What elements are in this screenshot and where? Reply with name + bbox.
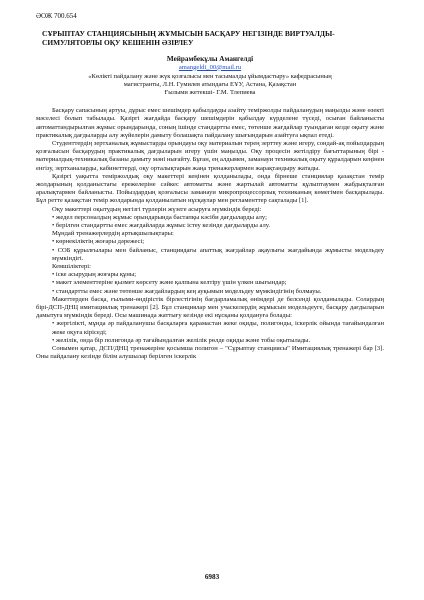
author-email-link[interactable]: amangeldi_00@mail.ru [178,63,242,71]
udc-code: ӘОЖ 700.654 [36,12,77,20]
paragraph: Қазіргі уақытта теміржолдық оқу макеттері кеңінен қолданылады, онда бірнеше станциялар қазақстан темір жолдарының қолданыстағы ережелеріне сәйкес автоматты және жартылай автоматты құлыптаумен жабдықталған аралықтармен байланысты. Пойыздардың қозғалысы заманауи микропроцессорлық техниканың көмегімен басқарылады. Бұл ретте қазақстан темір жолдарында қолданылатын нұсқаулар мен регламенттер сақталады [1]. [36,172,384,205]
bullet-item: • берілген стандартты емес жағдайларда жұмыс істеу кезінде дағдыларды алу. [52,221,271,229]
paragraph: Оқу макеттері оқытудың негізгі түрлерін жүзеге асыруға мүмкіндік береді: [52,205,262,213]
bullet-item: • көрнекіліктің жоғары дәрежесі; [52,238,145,246]
affiliation-line: магистранты, Л.Н. Гумилев атындағы ЕҰУ, Астана, Қазақстан [123,80,297,88]
paragraph: Мұндай тренажерлердің артықшылықтары: [52,230,174,238]
paragraph: Сонымен қатар, ДСП/ДНЦ тренажеріне қосымша полигон – "Сұрыптау станциясы" Имитациялық тренажері бар [3]. Оны пайдалану кезінде білім алушылар берілген іскерлік [36,345,384,361]
supervisor-line: Ғылыми жетекші- Г.М. Тлепиева [164,88,256,96]
bullet-item: • жедел персоналдың жұмыс орындарында бастапқы кәсіби дағдыларды алу; [52,213,267,221]
bullet-item: • жергілікті, мұнда әр пайдаланушы басқаларға қарамастан жеке оқиды, полигонды, іскерлік ойында тағайындалған жеке оқуға кіріседі; [52,320,384,336]
paragraph: Студенттердің зертханалық жұмыстарды орындауы оқу материалын терең зерттеу және игеру, сондай-ақ пойыздардың қозғалысын басқарудың практикалық дағдыларын игеру үшін маңызды. Оқу процесін жетілдіру бағыттарының бірі - материалдық-техникалық базаны дамыту мәні нығайту. Бұған, ең алдымен, заманауи техникалық оқыту құралдарын кеңінен енгізу, зертханаларды, кабинеттерді, оқу орталықтарын жаңа тренажерлармен жарақтандыру жатады. [36,139,385,172]
bullet-item: • іске асырудың жоғары құны; [52,271,137,279]
bullet-item: • макет элементтеріне қызмет көрсету және қалпына келтіру үшін үлкен шығындар; [52,279,287,287]
affiliation-line: «Көлікті пайдалану және жүк қозғалысы мен тасымалды ұйымдастыру» кафедрасының [88,72,332,80]
paper-title: СҰРЫПТАУ СТАНЦИЯСЫНЫҢ ЖҰМЫСЫН БАСҚАРУ НЕГІЗІНДЕ ВИРТУАЛДЫ-СИМУЛЯТОРЛЫ ОҚУ КЕШЕНІН ӘЗІРЛЕУ [42,29,335,47]
paragraph: Кемшіліктері: [52,262,91,270]
affiliation-block [36,73,384,98]
bullet-item: • СОБ құрылғылары мен байланыс, станциядағы апаттық жағдайлар ақаулығы жағдайында жұмысты модельдеу мүмкіндігі. [52,246,384,262]
bullet-item: • желілік, онда бір полигонда әр тағайындалған желілік рөлде оқиды және тобы оқытылады. [52,336,311,344]
paragraph: Макеттерден басқа, ғылыми-өндірістік бірлестігінің бағдарламалық өнімдері де белсенді қолданылады. Солардың бірі-ДСП-ДНЦ имитациялық тренажері [2]. Бұл станциялар мен учаскелердің жұмысын модельдеуге, басқару дағдыларын дамытуға мүмкіндік береді. Осы машинада жаттығу кезінде екі нұсқаны қолдануға болады: [36,295,384,320]
author-name: Мейрамбекұлы Амангелді [166,55,254,63]
article-body [36,107,384,361]
paragraph: Басқару сапасының артуы, дұрыс емес шешімдер қабылдауды азайту теміржолды пайдаланудың маңызды және өзекті мәселесі болып табылады. Қазіргі жағдайда басқару шешімдерін қабылдау күрделене түседі, осыған байланысты автоматтандырылған жұмыс орындарында, соның ішінде стандартты емес, төтенше жағдайлар туындаған кезде оқыту және практикалық дағдыларды алу жүйелерін дамыту болашақта пайдалану шығындарын азайтуға ықпал етеді. [36,107,384,139]
bullet-item: • стандартты емес және төтенше жағдайлардың кең ауқымын модельдеу мүмкіндігінің болмауы. [52,287,322,295]
page-number: 6983 [204,573,220,581]
